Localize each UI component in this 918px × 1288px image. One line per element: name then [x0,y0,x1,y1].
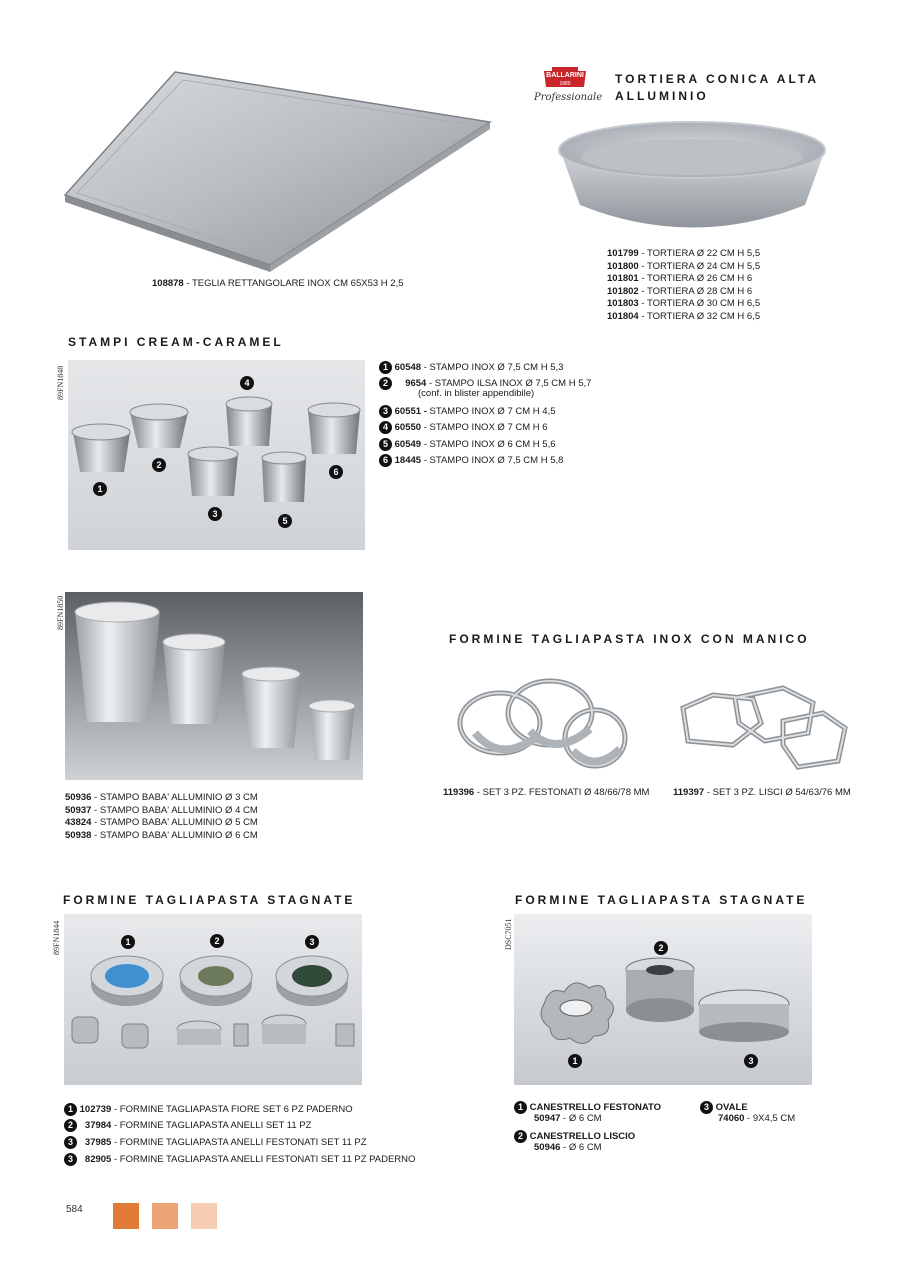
color-square-1 [113,1203,139,1229]
cream-item: 5 60549 - STAMPO INOX Ø 6 CM H 5,6 [379,438,556,452]
stagnate1-badge-2: 2 [210,934,224,948]
number-badge: 2 [64,1119,77,1132]
tortiera-title-1: TORTIERA CONICA ALTA [615,72,819,86]
stagnate2-title: FORMINE TAGLIAPASTA STAGNATE [515,893,808,907]
number-badge: 4 [379,421,392,434]
baba-list [65,792,258,842]
baba-photo [65,592,363,780]
cream-item: 2 9654 - STAMPO ILSA INOX Ø 7,5 CM H 5,7 [379,377,591,391]
cream-badge-1: 1 [93,482,107,496]
cream-item: 4 60550 - STAMPO INOX Ø 7 CM H 6 [379,421,548,435]
manico-title: FORMINE TAGLIAPASTA INOX CON MANICO [449,632,810,646]
stagnate1-badge-3: 3 [305,935,319,949]
manico-photo-a [455,663,633,778]
number-badge: 1 [514,1101,527,1114]
stagnate1-photo-code: 89FN1844 [52,920,61,955]
stagnate2-badge-2: 2 [654,941,668,955]
number-badge: 1 [64,1103,77,1116]
tortiera-photo [545,115,840,240]
number-badge: 3 [64,1153,77,1166]
stagnate2-item-2-code: 50946 - Ø 6 CM [534,1142,602,1153]
tortiera-list [607,248,760,323]
baba-item: 50936 - STAMPO BABA' ALLUMINIO Ø 3 CM [65,792,258,803]
color-square-2 [152,1203,178,1229]
stagnate1-badge-1: 1 [121,935,135,949]
tortiera-item: 101804 - TORTIERA Ø 32 CM H 6,5 [607,310,761,322]
cream-item: 6 18445 - STAMPO INOX Ø 7,5 CM H 5,8 [379,454,563,468]
ballarini-logo [530,65,603,107]
baba-item: 50938 - STAMPO BABA' ALLUMINIO Ø 6 CM [65,829,258,841]
manico-caption-b: 119397 - SET 3 PZ. LISCI Ø 54/63/76 MM [673,787,851,798]
cream-badge-5: 5 [278,514,292,528]
tortiera-title-2: ALLUMINIO [615,89,709,103]
cream-item-note: (conf. in blister appendibile) [418,388,535,399]
stagnate1-photo [64,914,362,1085]
baba-photo-code: 89FN1850 [56,595,65,630]
stagnate2-badge-3: 3 [744,1054,758,1068]
stagnate1-item: 1 102739 - FORMINE TAGLIAPASTA FIORE SET 6 PZ PADERNO [64,1103,353,1117]
cream-badge-6: 6 [329,465,343,479]
stagnate2-item-2: 2 CANESTRELLO LISCIO [514,1130,635,1144]
number-badge: 2 [514,1130,527,1143]
cream-photo-code: 89FN1848 [56,365,65,400]
tortiera-item: 101800 - TORTIERA Ø 24 CM H 5,5 [607,260,761,272]
manico-photo-b [673,683,851,773]
number-badge: 3 [379,405,392,418]
tortiera-item: 101799 - TORTIERA Ø 22 CM H 5,5 [607,248,761,259]
cream-item: 1 60548 - STAMPO INOX Ø 7,5 CM H 5,3 [379,361,563,375]
stagnate1-item: 3 37985 - FORMINE TAGLIAPASTA ANELLI FESTONATI SET 11 PZ [64,1136,367,1150]
stagnate2-item-1-code: 50947 - Ø 6 CM [534,1113,602,1124]
number-badge: 6 [379,454,392,467]
number-badge: 3 [700,1101,713,1114]
cream-item: 3 60551 - STAMPO INOX Ø 7 CM H 4,5 [379,405,556,419]
stagnate2-badge-1: 1 [568,1054,582,1068]
stagnate1-title: FORMINE TAGLIAPASTA STAGNATE [63,893,356,907]
baba-item: 50937 - STAMPO BABA' ALLUMINIO Ø 4 CM [65,804,258,816]
number-badge: 2 [379,377,392,390]
ballarini-brand: BALLARINI [546,72,584,79]
manico-caption-a: 119396 - SET 3 PZ. FESTONATI Ø 48/66/78 MM [443,787,650,798]
baba-item: 43824 - STAMPO BABA' ALLUMINIO Ø 5 CM [65,817,258,828]
color-square-3 [191,1203,217,1229]
stagnate2-item-1: 1 CANESTRELLO FESTONATO [514,1101,661,1115]
tray-photo [55,60,505,275]
ballarini-sub: Professionale [534,92,603,103]
stagnate1-item: 2 37984 - FORMINE TAGLIAPASTA ANELLI SET 11 PZ [64,1119,311,1133]
cream-badge-3: 3 [208,507,222,521]
number-badge: 5 [379,438,392,451]
stagnate2-item-3-code: 74060 - 9X4,5 CM [718,1113,796,1124]
number-badge: 3 [64,1136,77,1149]
stagnate2-photo [514,914,812,1085]
tortiera-item: 101801 - TORTIERA Ø 26 CM H 6 [607,273,753,284]
stagnate2-item-3: 3 OVALE [700,1101,748,1115]
cream-title: STAMPI CREAM-CARAMEL [68,335,284,349]
cream-badge-4: 4 [240,376,254,390]
stagnate2-photo-code: DSC7051 [504,918,513,950]
cream-photo [68,360,365,550]
tray-caption: 108878 - TEGLIA RETTANGOLARE INOX CM 65X53 H 2,5 [152,278,404,289]
tortiera-item: 101803 - TORTIERA Ø 30 CM H 6,5 [607,298,761,309]
page-number: 584 [66,1204,83,1215]
number-badge: 1 [379,361,392,374]
stagnate1-item: 3 82905 - FORMINE TAGLIAPASTA ANELLI FESTONATI SET 11 PZ PADERNO [64,1153,415,1167]
cream-badge-2: 2 [152,458,166,472]
ballarini-year: 1889 [559,81,571,87]
tortiera-item: 101802 - TORTIERA Ø 28 CM H 6 [607,285,753,297]
